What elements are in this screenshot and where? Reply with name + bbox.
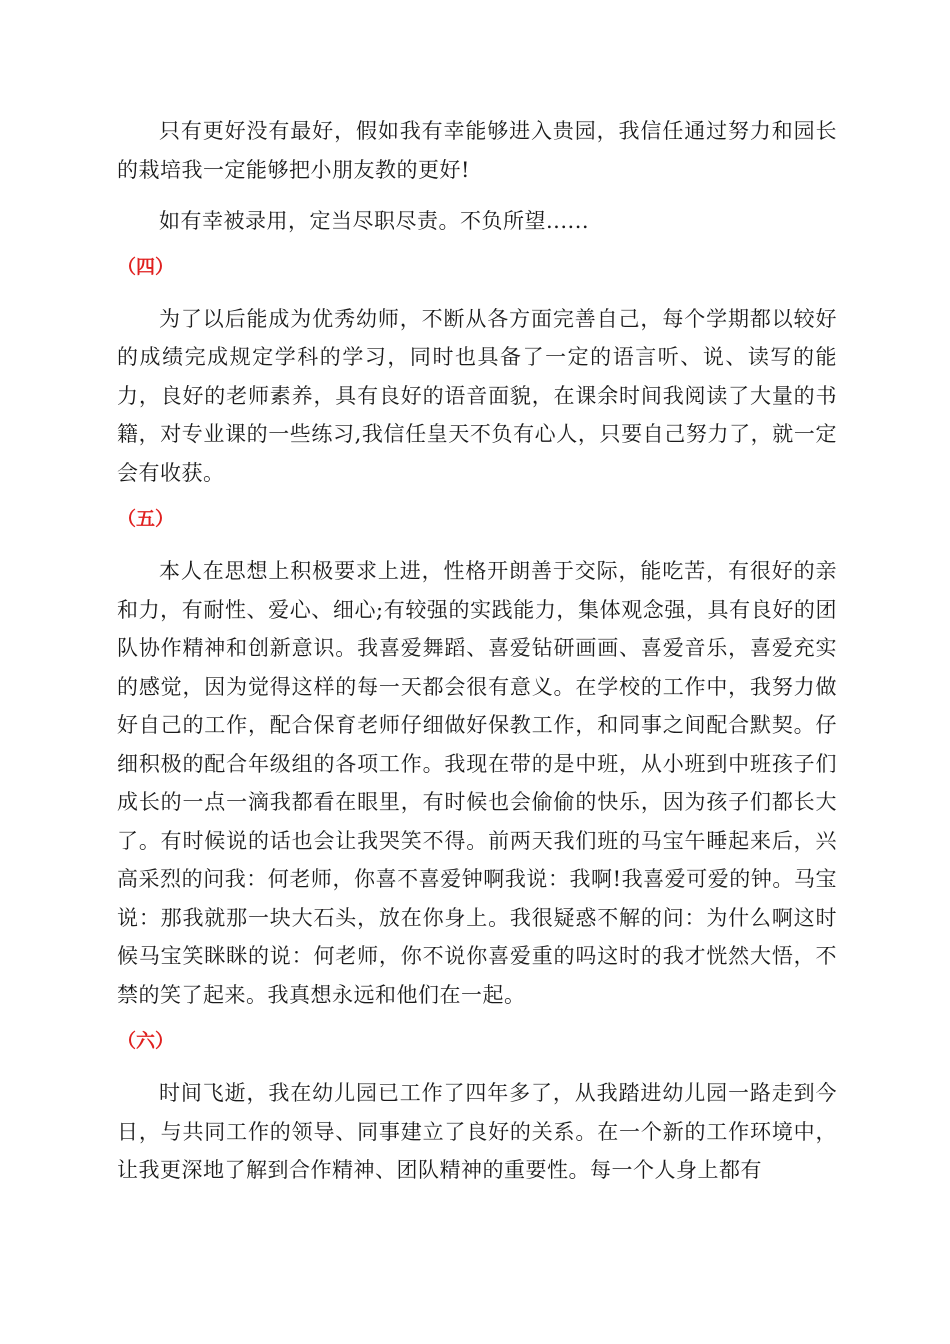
section-heading-5: （五） — [117, 508, 175, 530]
section-paragraph-5: 本人在思想上积极要求上进，性格开朗善于交际，能吃苦，有很好的亲和力，有耐性、爱心、细心;有较强的实践能力，集体观念强，具有良好的团队协作精神和创新意识。我喜爱舞蹈、喜爱钻研画画、喜爱音乐，喜爱充实的感觉，因为觉得这样的每一天都会很有意义。在学校的工作中，我努力做好自己的工作，配合保育老师仔细做好保教工作，和同事之间配合默契。仔细积极的配合年级组的各项工作。我现在带的是中班，从小班到中班孩子们成长的一点一滴我都看在眼里，有时候也会偷偷的快乐，因为孩子们都长大了。有时候说的话也会让我哭笑不得。前两天我们班的马宝午睡起来后，兴高采烈的问我：何老师，你喜不喜爱钟啊我说：我啊!我喜爱可爱的钟。马宝说：那我就那一块大石头，放在你身上。我很疑惑不解的问：为什么啊这时候马宝笑眯眯的说：何老师，你不说你喜爱重的吗这时的我才恍然大悟，不禁的笑了起来。我真想永远和他们在一起。 — [117, 559, 837, 1007]
section-paragraph-6: 时间飞逝，我在幼儿园已工作了四年多了，从我踏进幼儿园一路走到今日，与共同工作的领导、同事建立了良好的关系。在一个新的工作环境中，让我更深地了解到合作精神、团队精神的重要性。每一个人身上都有 — [117, 1081, 837, 1182]
document-body — [117, 112, 837, 1190]
section-heading-4: （四） — [117, 255, 175, 278]
section-paragraph-4: 为了以后能成为优秀幼师，不断从各方面完善自己，每个学期都以较好的成绩完成规定学科的学习，同时也具备了一定的语言听、说、读写的能力，良好的老师素养，具有良好的语音面貌，在课余时间我阅读了大量的书籍，对专业课的一些练习,我信任皇天不负有心人，只要自己努力了，就一定会有收获。 — [117, 306, 837, 485]
intro-paragraph-1: 只有更好没有最好，假如我有幸能够进入贵园，我信任通过努力和园长的栽培我一定能够把小朋友教的更好! — [117, 119, 837, 182]
section-heading-6: （六） — [117, 1030, 175, 1052]
intro-paragraph-2: 如有幸被录用，定当尽职尽责。不负所望...... — [159, 209, 590, 233]
